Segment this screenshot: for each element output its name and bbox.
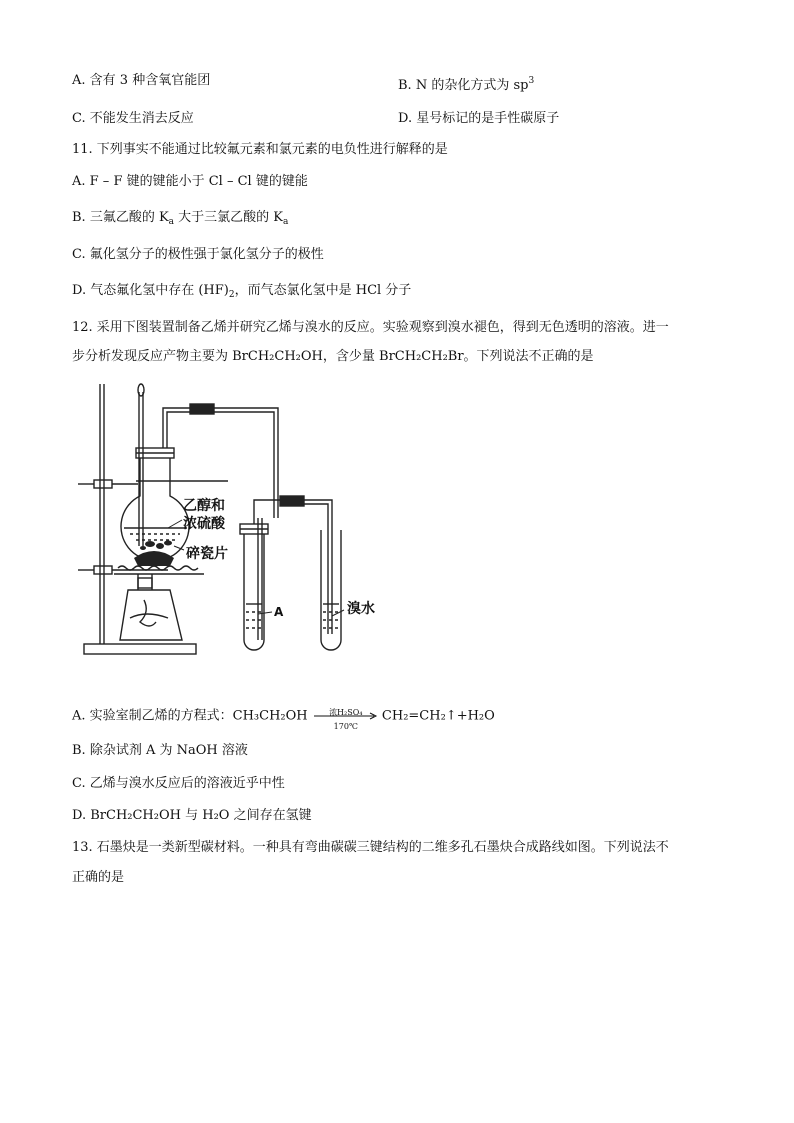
q11-option-d-sub: 2 xyxy=(228,290,235,300)
q11-option-b-sub1: a xyxy=(168,217,175,227)
q10-option-d: D. 星号标记的是手性碳原子 xyxy=(398,111,560,126)
label-boiling-chips: 碎瓷片 xyxy=(186,546,228,562)
q10-option-b-text: B. N 的杂化方式为 sp xyxy=(398,78,529,93)
q12-option-a-text: A. 实验室制乙烯的方程式：CH₃CH₂OH xyxy=(72,708,308,724)
q11-option-b-sub2: a xyxy=(283,217,289,227)
reaction-arrow xyxy=(312,707,378,731)
label-bromine-water: 溴水 xyxy=(347,601,375,617)
q11-option-c: C. 氟化氢分子的极性强于氯化氢分子的极性 xyxy=(72,247,324,262)
stand-base xyxy=(84,644,196,654)
q11-option-b xyxy=(72,209,288,231)
q10-option-c: C. 不能发生消去反应 xyxy=(72,111,194,126)
q12-option-a xyxy=(72,707,495,731)
q12-option-b: B. 除杂试剂 A 为 NaOH 溶液 xyxy=(72,743,248,758)
q11-option-b-text2: 大于三氯乙酸的 K xyxy=(174,210,284,225)
q12-option-a-product: CH₂=CH₂↑+H₂O xyxy=(381,708,495,724)
q13-stem-line1: 13. 石墨炔是一类新型碳材料。一种具有弯曲碳碳三键结构的二维多孔石墨炔合成路线如图。下列说法不 xyxy=(72,840,669,855)
q12-stem-line2: 步分析发现反应产物主要为 BrCH₂CH₂OH，含少量 BrCH₂CH₂Br。下列说法不正确的是 xyxy=(72,349,594,364)
ethylene-apparatus-figure xyxy=(78,378,408,663)
label-reagents-line2: 浓硫酸 xyxy=(183,516,225,532)
q11-stem: 11. 下列事实不能通过比较氟元素和氯元素的电负性进行解释的是 xyxy=(72,142,448,157)
alcohol-lamp xyxy=(120,590,182,640)
q11-option-d-text1: D. 气态氟化氢中存在 (HF) xyxy=(72,283,229,298)
q13-stem-line2: 正确的是 xyxy=(72,870,125,885)
reaction-condition-bottom: 170℃ xyxy=(333,722,358,731)
reaction-condition-top: 浓H₂SO₄ xyxy=(329,708,363,717)
q10-option-a: A. 含有 3 种含氧官能团 xyxy=(72,73,211,88)
q12-stem-line1: 12. 采用下图装置制备乙烯并研究乙烯与溴水的反应。实验观察到溴水褪色，得到无色透明的溶液。进一 xyxy=(72,320,669,335)
q11-option-d xyxy=(72,282,411,304)
q10-option-b xyxy=(398,72,534,95)
q12-option-d: D. BrCH₂CH₂OH 与 H₂O 之间存在氢键 xyxy=(72,808,312,823)
test-tube-bromine xyxy=(321,530,341,650)
label-reagent-a: A xyxy=(274,605,284,619)
q11-option-d-text2: ，而气态氯化氢中是 HCl 分子 xyxy=(234,283,412,298)
label-reagents-line1: 乙醇和 xyxy=(183,498,225,514)
q10-option-b-sup: 3 xyxy=(528,76,535,86)
q11-option-b-text1: B. 三氟乙酸的 K xyxy=(72,210,169,225)
q11-option-a: A. F – F 键的键能小于 Cl – Cl 键的键能 xyxy=(72,174,308,189)
round-bottom-flask xyxy=(121,456,189,561)
test-tube-a xyxy=(244,530,264,650)
q12-option-c: C. 乙烯与溴水反应后的溶液近乎中性 xyxy=(72,776,285,791)
